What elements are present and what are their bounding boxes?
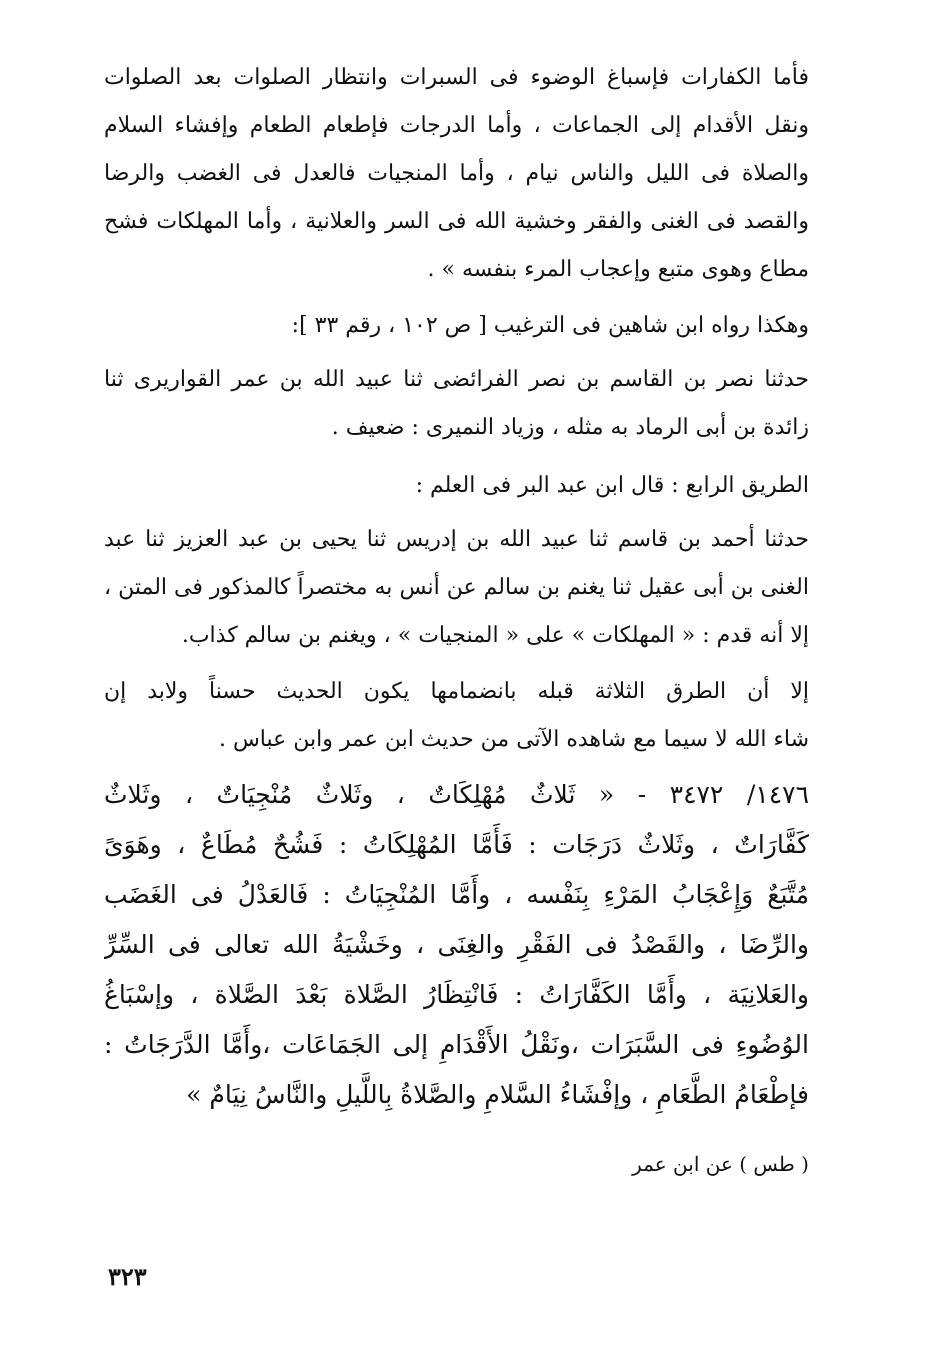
paragraph-ibn-shahin — [104, 302, 809, 350]
text-line: إلا أنه قدم : « المهلكات » على « المنجيات » ، ويغنم بن سالم كذاب. — [181, 623, 809, 648]
text-line: مطاع وهوى متبع وإعجاب المرء بنفسه » . — [427, 257, 809, 282]
source-note — [104, 1152, 809, 1176]
text-line: وهكذا رواه ابن شاهين فى الترغيب [ ص ١٠٢ ، رقم ٣٣ ]: — [291, 313, 809, 338]
hadith-text — [104, 770, 809, 1120]
hadith-line: كَفَّارَاتٌ ، وثَلاثٌ دَرَجَات : فَأَمَّا المُهْلِكَاتُ : فَشُحٌ مُطَاعٌ ، وهَوَىً — [104, 830, 809, 859]
text-line: والصلاة فى الليل والناس نيام ، وأما المنجيات فالعدل فى الغضب والرضا — [104, 161, 809, 186]
text-line: والقصد فى الغنى والفقر وخشية الله فى السر والعلانية ، وأما المهلكات فشح — [104, 209, 809, 234]
hadith-line: الوُضُوءِ فى السَّبَرَات ،ونَقْلُ الأَقْدَامِ إلى الجَمَاعَات ،وأَمَّا الدَّرَجَاتُ : — [104, 1030, 809, 1059]
text-line: الغنى بن أبى عقيل ثنا يغنم بن سالم عن أنس به مختصراً كالمذكور فى المتن ، — [104, 575, 809, 600]
text-line: شاء الله لا سيما مع شاهده الآتى من حديث ابن عمر وابن عباس . — [218, 727, 809, 752]
hadith-line: ١٤٧٦/ ٣٤٧٢ - « ثَلاثٌ مُهْلِكَاتٌ ، وثَلاثٌ مُنْجِيَاتٌ ، وثَلاثٌ — [104, 780, 809, 809]
page-number: ٣٢٣ — [108, 1262, 147, 1291]
paragraph-commentary-end — [104, 54, 809, 294]
text-line: زائدة بن أبى الرماد به مثله ، وزياد النميرى : ضعيف . — [331, 415, 809, 440]
hadith-line: فإطْعَامُ الطَّعَامِ ، وإفْشَاءُ السَّلامِ والصَّلاةُ بِاللَّيلِ والنَّاسُ نِيَامٌ » — [186, 1080, 809, 1109]
text-line: حدثنا أحمد بن قاسم ثنا عبيد الله بن إدريس ثنا يحيى بن عبد العزيز ثنا عبد — [104, 527, 809, 552]
hadith-line: والعَلانِيَة ، وأَمَّا الكَفَّارَاتُ : فَانْتِظَارُ الصَّلاة بَعْدَ الصَّلاة ، وإسْبَاغُ — [104, 980, 809, 1009]
text-line: الطريق الرابع : قال ابن عبد البر فى العلم : — [415, 473, 809, 498]
hadith-line: مُتَّبَعٌ وَإِعْجَابُ المَرْءِ بِنَفْسه ، وأَمَّا المُنْجِيَاتُ : فَالعَدْلُ فى الغَضَب — [104, 880, 809, 909]
text-line: ونقل الأقدام إلى الجماعات ، وأما الدرجات فإطعام الطعام وإفشاء السلام — [104, 113, 809, 138]
text-line: حدثنا نصر بن القاسم بن نصر الفرائضى ثنا عبيد الله بن عمر القواريرى ثنا — [104, 367, 809, 392]
text-line: فأما الكفارات فإسباغ الوضوء فى السبرات وانتظار الصلوات بعد الصلوات — [104, 65, 809, 90]
source-reference: ( طس ) عن ابن عمر — [632, 1152, 809, 1176]
paragraph-isnad-1 — [104, 356, 809, 452]
text-line: إلا أن الطرق الثلاثة قبله بانضمامها يكون الحديث حسناً ولابد إن — [104, 679, 809, 704]
paragraph-conclusion — [104, 668, 809, 764]
hadith-line: والرِّضَا ، والقَصْدُ فى الفَقْرِ والغِنَى ، وخَشْيَةُ الله تعالى فى السِّرِّ — [104, 930, 809, 959]
paragraph-fourth-route — [104, 462, 809, 510]
paragraph-isnad-2 — [104, 516, 809, 660]
